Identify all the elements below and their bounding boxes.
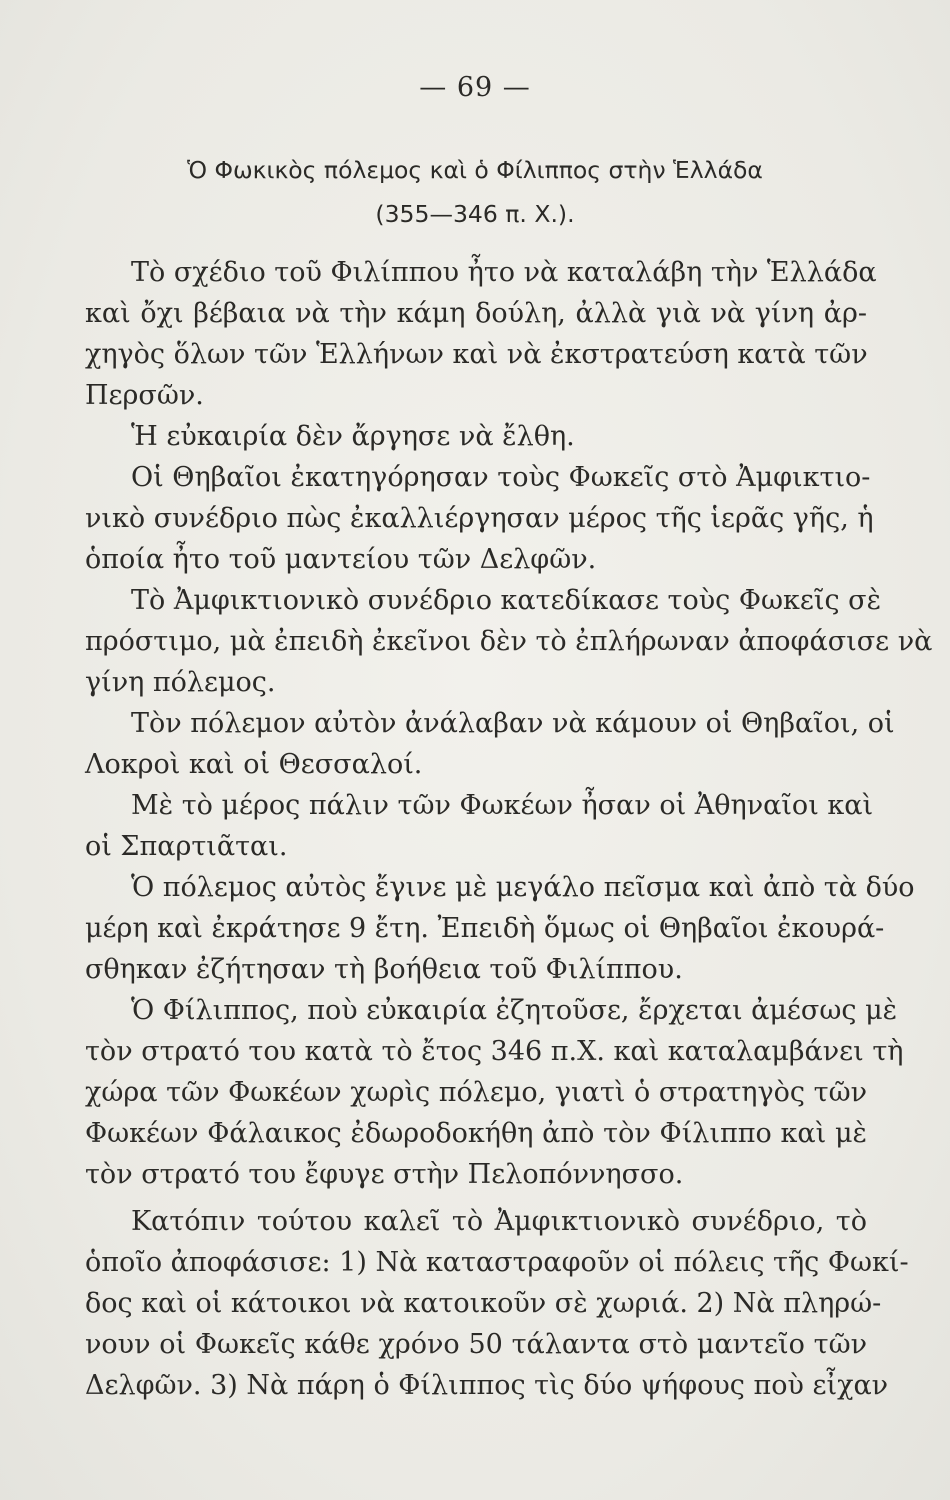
text-line: γίνη πόλεμος. <box>85 667 276 698</box>
text-line: Τὸν πόλεμον αὐτὸν ἀνάλαβαν νὰ κάμουν οἱ Θηβαῖοι, οἱ <box>131 708 895 739</box>
text-line: ὁποῖο ἀποφάσισε: 1) Νὰ καταστραφοῦν οἱ πόλεις τῆς Φωκί- <box>85 1247 909 1278</box>
paragraph-5 <box>85 703 895 785</box>
text-line: Ὁ Φίλιππος, ποὺ εὐκαιρία ἐζητοῦσε, ἔρχεται ἀμέσως μὲ <box>131 995 898 1026</box>
paragraph-6 <box>85 785 874 867</box>
text-line: σθηκαν ἐζήτησαν τὴ βοήθεια τοῦ Φιλίππου. <box>85 954 683 985</box>
paragraph-8 <box>85 990 904 1195</box>
text-line: Τὸ σχέδιο τοῦ Φιλίππου ἦτο νὰ καταλάβη τὴν Ἑλλάδα <box>131 257 877 288</box>
text-line: μέρη καὶ ἐκράτησε 9 ἔτη. Ἐπειδὴ ὅμως οἱ Θηβαῖοι ἐκουρά- <box>85 913 885 944</box>
text-line: νικὸ συνέδριο πὼς ἐκαλλιέργησαν μέρος τῆς ἱερᾶς γῆς, ἡ <box>85 503 874 534</box>
paragraph-9 <box>85 1201 909 1406</box>
text-line: Ὁ πόλεμος αὐτὸς ἔγινε μὲ μεγάλο πεῖσμα καὶ ἀπὸ τὰ δύο <box>131 872 915 903</box>
text-line: χηγὸς ὅλων τῶν Ἑλλήνων καὶ νὰ ἐκστρατεύση κατὰ τῶν <box>85 339 868 370</box>
page-number: — 69 — <box>419 72 531 103</box>
chapter-title-line-1: Ὁ Φωκικὸς πόλεμος καὶ ὁ Φίλιππος στὴν Ἑλλάδα <box>187 156 763 184</box>
body-text <box>85 252 933 1406</box>
text-line: Δελφῶν. 3) Νὰ πάρη ὁ Φίλιππος τὶς δύο ψήφους ποὺ εἶχαν <box>85 1370 889 1401</box>
chapter-title-dates: (355—346 π. Χ.). <box>375 200 575 228</box>
paragraph-3 <box>85 457 874 580</box>
text-line: τὸν στρατό του ἔφυγε στὴν Πελοπόννησσο. <box>85 1159 684 1190</box>
text-line: Ἡ εὐκαιρία δὲν ἄργησε νὰ ἔλθη. <box>131 421 575 452</box>
text-line: καὶ ὄχι βέβαια νὰ τὴν κάμη δούλη, ἀλλὰ γιὰ νὰ γίνη ἀρ- <box>85 298 867 329</box>
text-line: Περσῶν. <box>85 380 204 411</box>
text-line: χώρα τῶν Φωκέων χωρὶς πόλεμο, γιατὶ ὁ στρατηγὸς τῶν <box>85 1077 867 1108</box>
text-line: τὸν στρατό του κατὰ τὸ ἔτος 346 π.Χ. καὶ καταλαμβάνει τὴ <box>85 1036 904 1067</box>
text-line: Μὲ τὸ μέρος πάλιν τῶν Φωκέων ἦσαν οἱ Ἀθηναῖοι καὶ <box>131 790 874 821</box>
text-line: Οἱ Θηβαῖοι ἐκατηγόρησαν τοὺς Φωκεῖς στὸ Ἀμφικτιο- <box>131 462 871 493</box>
text-line: Τὸ Ἀμφικτιονικὸ συνέδριο κατεδίκασε τοὺς Φωκεῖς σὲ <box>131 585 882 616</box>
text-line: πρόστιμο, μὰ ἐπειδὴ ἐκεῖνοι δὲν τὸ ἐπλήρωναν ἀποφάσισε νὰ <box>85 626 933 657</box>
paragraph-2 <box>85 416 867 457</box>
text-line: Κατόπιν τούτου καλεῖ τὸ Ἀμφικτιονικὸ συνέδριο, τὸ <box>131 1206 867 1237</box>
text-line: δος καὶ οἱ κάτοικοι νὰ κατοικοῦν σὲ χωριά. 2) Νὰ πληρώ- <box>85 1288 882 1319</box>
chapter-title <box>0 148 950 236</box>
text-line: νουν οἱ Φωκεῖς κάθε χρόνο 50 τάλαντα στὸ μαντεῖο τῶν <box>85 1329 867 1360</box>
text-line: οἱ Σπαρτιᾶται. <box>85 831 288 862</box>
text-line: Λοκροὶ καὶ οἱ Θεσσαλοί. <box>85 749 423 780</box>
paragraph-7 <box>85 867 915 990</box>
text-line: Φωκέων Φάλαικος ἐδωροδοκήθη ἀπὸ τὸν Φίλιππο καὶ μὲ <box>85 1118 867 1149</box>
paragraph-4 <box>85 580 933 703</box>
text-line: ὁποία ἦτο τοῦ μαντείου τῶν Δελφῶν. <box>85 544 597 575</box>
paragraph-1 <box>85 252 877 416</box>
